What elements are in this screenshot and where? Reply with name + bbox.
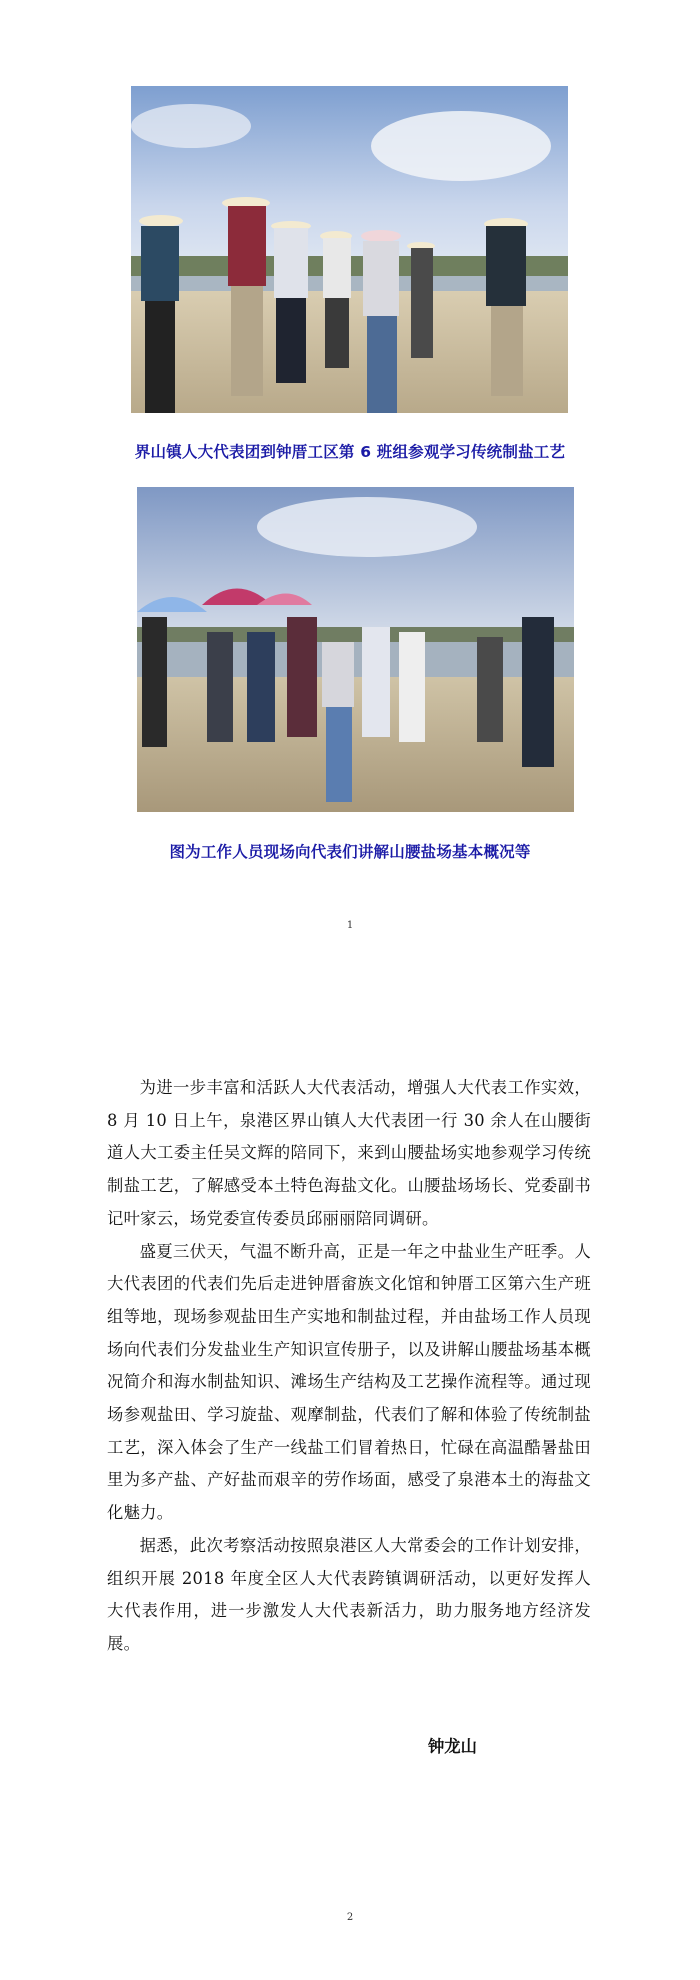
caption-photo-1: 界山镇人大代表团到钟厝工区第 6 班组参观学习传统制盐工艺 xyxy=(134,443,566,461)
article-paragraph-3: 据悉，此次考察活动按照泉港区人大常委会的工作计划安排，组织开展 2018 年度全区人大代表跨镇调研活动，以更好发挥人大代表作用，进一步激发人大代表新活力，助力服务地方经济发展。 xyxy=(107,1535,591,1653)
article-paragraph-2: 盛夏三伏天，气温不断升高，正是一年之中盐业生产旺季。人大代表团的代表们先后走进钟厝畲族文化馆和钟厝工区第六生产班组等地，现场参观盐田生产实地和制盐过程，并由盐场工作人员现场向代表们分发盐业生产知识宣传册子，以及讲解山腰盐场基本概况简介和海水制盐知识、滩场生产结构及工艺操作流程等。通过现场参观盐田、学习旋盐、观摩制盐，代表们了解和体验了传统制盐工艺，深入体会了生产一线盐工们冒着热日，忙碌在高温酷暑盐田里为多产盐、产好盐而艰辛的劳作场面，感受了泉港本土的海盐文化魅力。 xyxy=(107,1241,591,1523)
article-paragraph-1: 为进一步丰富和活跃人大代表活动，增强人大代表工作实效，8 月 10 日上午，泉港区界山镇人大代表团一行 30 余人在山腰街道人大工委主任吴文辉的陪同下，来到山腰盐场实地参观学习传统制盐工艺，了解感受本土特色海盐文化。山腰盐场场长、党委副书记叶家云，场党委宣传委员邱丽丽陪同调研。 xyxy=(107,1078,591,1228)
page-number-2: 2 xyxy=(346,1912,354,1923)
photo-briefing-at-salt-field xyxy=(137,487,574,812)
page-number-1: 1 xyxy=(346,920,354,931)
caption-photo-2: 图为工作人员现场向代表们讲解山腰盐场基本概况等 xyxy=(169,843,531,861)
photo-salt-field-tour xyxy=(131,86,568,413)
article-body xyxy=(107,1072,591,1661)
author-signature: 钟龙山 xyxy=(428,1737,477,1756)
